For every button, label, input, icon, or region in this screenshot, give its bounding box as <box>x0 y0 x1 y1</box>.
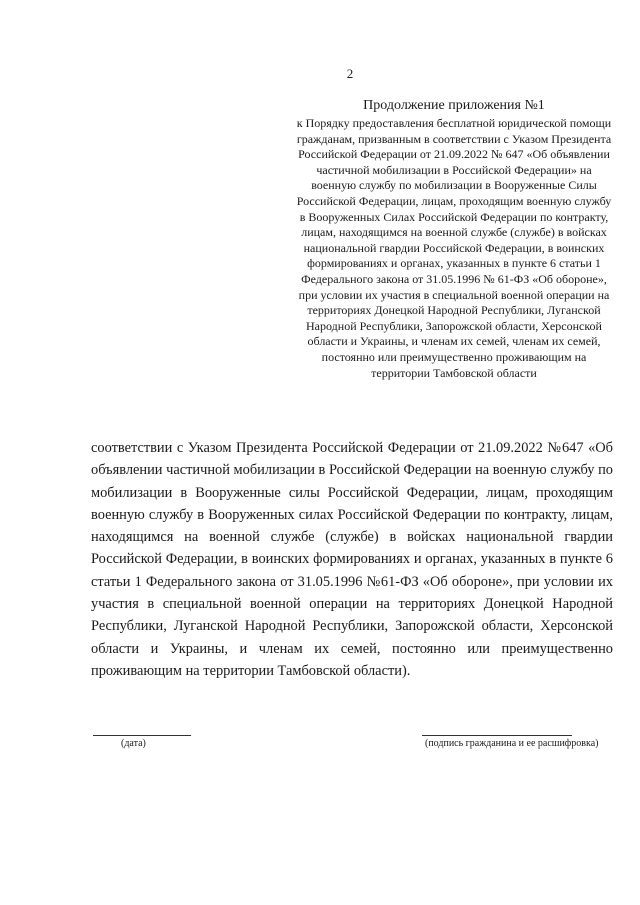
signature-line <box>422 735 572 736</box>
annex-description: к Порядку предоставления бесплатной юридической помощи гражданам, призванным в соответствии с Указом Президента Российской Федерации от 21.09.2022 № 647 «Об объявлении частичной мобилизации в Российской Федерации» на военную службу по мобилизации в Вооруженные Силы Российской Федерации, лицам, проходящим военную службу в Вооруженных Силах Российской Федерации по контракту, лицам, находящимся на военной службе (службе) в войсках национальной гвардии Российской Федерации, в воинских формированиях и органах, указанных в пункте 6 статьи 1 Федерального закона от 31.05.1996 № 61-ФЗ «Об обороне», при условии их участия в специальной военной операции на территориях Донецкой Народной Республики, Луганской Народной Республики, Запорожской области, Херсонской области и Украины, и членам их семей, членам их семей, постоянно или преимущественно проживающим на территории Тамбовской области <box>296 116 612 380</box>
date-line <box>93 735 191 736</box>
signature-caption: (подпись гражданина и ее расшифровка) <box>425 738 599 749</box>
date-caption: (дата) <box>121 738 146 749</box>
annex-header <box>294 97 614 381</box>
annex-title: Продолжение приложения №1 <box>363 98 545 113</box>
page-number: 2 <box>346 66 354 81</box>
body-paragraph: соответствии с Указом Президента Российской Федерации от 21.09.2022 №647 «Об объявлении частичной мобилизации в Российской Федерации на военную службу по мобилизации в Вооруженные силы Российской Федерации, лицам, проходящим военную службу в Вооруженных силах Российской Федерации по контракту, лицам, находящимся на военной службе (службе) в войсках национальной гвардии Российской Федерации, в воинских формированиях и органах, указанных в пункте 6 статьи 1 Федерального закона от 31.05.1996 №61-ФЗ «Об обороне», при условии их участия в специальной военной операции на территориях Донецкой Народной Республики, Луганской Народной Республики, Запорожской области, Херсонской области и Украины, и членам их семей, постоянно или преимущественно проживающим на территории Тамбовской области). <box>91 440 613 679</box>
